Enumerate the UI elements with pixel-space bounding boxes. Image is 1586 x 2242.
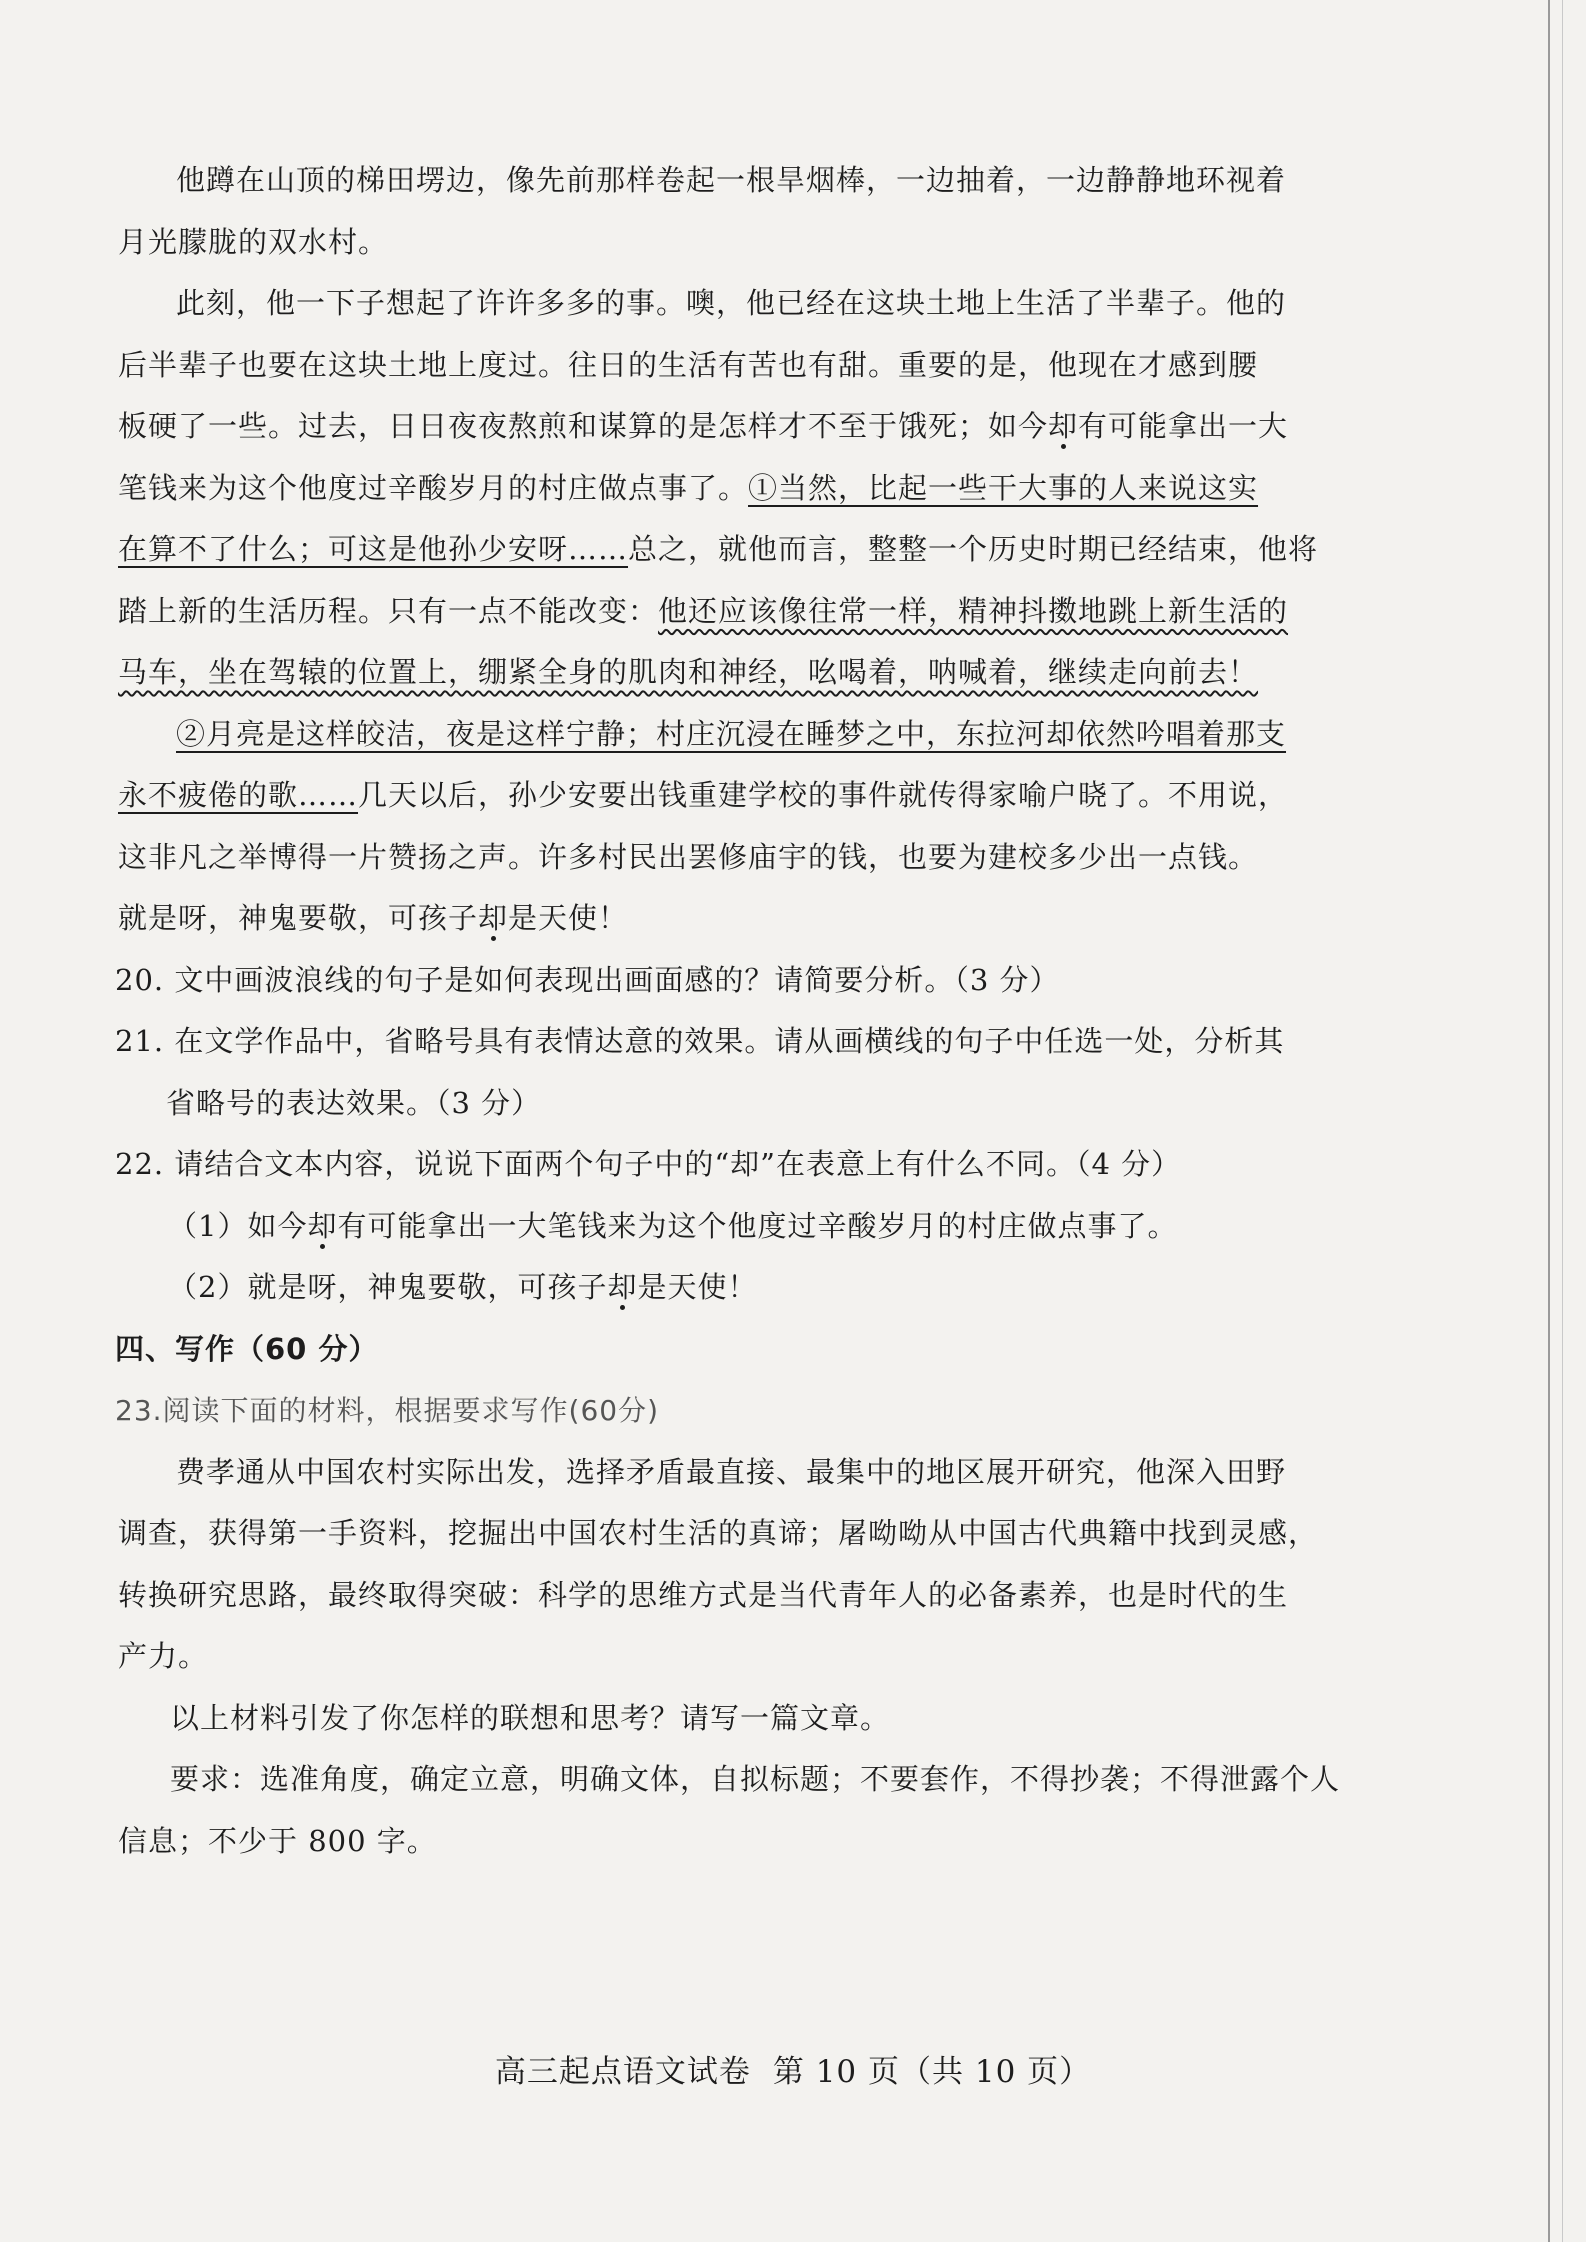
exam-name: 高三起点语文试卷 xyxy=(494,2054,751,2090)
material-line xyxy=(118,1565,1370,1627)
underlined-sentence-2: 永不疲倦的歌…… xyxy=(118,778,359,812)
question-22 xyxy=(115,1134,1370,1196)
passage-line xyxy=(118,458,1370,520)
question-text: 20. 文中画波浪线的句子是如何表现出画面感的？请简要分析。（3 分） xyxy=(115,962,1060,997)
writing-requirements xyxy=(118,1811,1370,1873)
material-line xyxy=(118,1626,1370,1688)
passage-line xyxy=(118,212,1370,274)
text: 踏上新的生活历程。只有一点不能改变： xyxy=(118,593,659,628)
text: 以上材料引发了你怎样的联想和思考？请写一篇文章。 xyxy=(170,1700,891,1735)
emphasis-char: 却 xyxy=(478,901,509,935)
question-22-sentence-1 xyxy=(118,1196,1370,1258)
section-title: 四、写作（60 分） xyxy=(115,1331,379,1366)
text: 此刻，他一下子想起了许许多多的事。噢，他已经在这块土地上生活了半辈子。他的 xyxy=(176,286,1287,320)
passage-line xyxy=(118,396,1370,458)
underlined-sentence-1: 在算不了什么；可这是他孙少安呀…… xyxy=(118,532,629,566)
passage-line xyxy=(118,704,1370,766)
material-line xyxy=(118,1442,1370,1504)
text: 后半辈子也要在这块土地上度过。往日的生活有苦也有甜。重要的是，他现在才感到腰 xyxy=(118,347,1259,382)
text: 调查，获得第一手资料，挖掘出中国农村生活的真谛；屠呦呦从中国古代典籍中找到灵感， xyxy=(118,1516,1319,1550)
page-footer xyxy=(0,2046,1586,2091)
emphasis-char: 却 xyxy=(307,1208,338,1243)
text: 要求：选准角度，确定立意，明确文体，自拟标题；不要套作，不得抄袭；不得泄露个人 xyxy=(170,1762,1341,1796)
text: 有可能拿出一大 xyxy=(1078,409,1289,443)
passage-line xyxy=(118,827,1370,889)
passage-line xyxy=(118,150,1370,212)
page-content xyxy=(115,150,1370,1872)
passage-line xyxy=(118,273,1370,335)
wavy-sentence: 他还应该像往常一样，精神抖擞地跳上新生活的 xyxy=(658,593,1289,628)
passage-line xyxy=(118,888,1370,950)
text: 是天使！ xyxy=(637,1270,758,1304)
text: 板硬了一些。过去，日日夜夜熬煎和谋算的是怎样才不至于饿死；如今 xyxy=(118,409,1049,443)
writing-prompt xyxy=(118,1688,1370,1750)
emphasis-char: 却 xyxy=(607,1270,638,1304)
question-text: 21. 在文学作品中，省略号具有表情达意的效果。请从画横线的句子中任选一处，分析其 xyxy=(115,1024,1285,1058)
emphasis-char: 却 xyxy=(1048,409,1079,443)
question-20 xyxy=(115,950,1370,1012)
text: 费孝通从中国农村实际出发，选择矛盾最直接、最集中的地区展开研究，他深入田野 xyxy=(176,1454,1287,1489)
scan-edge-line xyxy=(1548,0,1550,2242)
text: （2）就是呀，神鬼要敬，可孩子 xyxy=(168,1270,608,1304)
question-21-cont xyxy=(118,1073,1370,1135)
passage-line xyxy=(118,581,1370,643)
writing-requirements xyxy=(118,1749,1370,1811)
passage-line xyxy=(118,642,1370,704)
section-title-writing xyxy=(115,1319,1370,1381)
underlined-sentence-2: ②月亮是这样皎洁，夜是这样宁静；村庄沉浸在睡梦之中，东拉河却依然吟唱着那支 xyxy=(176,716,1287,751)
question-21 xyxy=(115,1011,1370,1073)
text: 就是呀，神鬼要敬，可孩子 xyxy=(118,901,479,935)
text: 月光朦胧的双水村。 xyxy=(118,224,389,259)
text: 他蹲在山顶的梯田塄边，像先前那样卷起一根旱烟棒，一边抽着，一边静静地环视着 xyxy=(176,163,1287,197)
text: 信息；不少于 800 字。 xyxy=(118,1823,437,1858)
question-23 xyxy=(115,1380,1370,1442)
wavy-sentence: 马车，坐在驾辕的位置上，绷紧全身的肌肉和神经，吆喝着，呐喊着，继续走向前去！ xyxy=(118,655,1259,689)
text: 是天使！ xyxy=(508,901,629,935)
text: 产力。 xyxy=(118,1639,209,1673)
question-text: 22. 请结合文本内容，说说下面两个句子中的“却”在表意上有什么不同。（4 分） xyxy=(115,1147,1182,1181)
question-text: 省略号的表达效果。（3 分） xyxy=(166,1085,542,1120)
passage-line xyxy=(118,519,1370,581)
text: 几天以后，孙少安要出钱重建学校的事件就传得家喻户晓了。不用说， xyxy=(358,778,1289,812)
underlined-sentence-1: ①当然，比起一些干大事的人来说这实 xyxy=(748,470,1259,505)
text: 有可能拿出一大笔钱来为这个他度过辛酸岁月的村庄做点事了。 xyxy=(337,1208,1178,1243)
question-22-sentence-2 xyxy=(118,1257,1370,1319)
text: （1）如今 xyxy=(168,1208,308,1243)
passage-line xyxy=(118,335,1370,397)
material-line xyxy=(118,1503,1370,1565)
text: 笔钱来为这个他度过辛酸岁月的村庄做点事了。 xyxy=(118,470,749,505)
text: 总之，就他而言，整整一个历史时期已经结束，他将 xyxy=(628,532,1319,566)
passage-line xyxy=(118,765,1370,827)
scan-edge-line-secondary xyxy=(1562,0,1563,2242)
page-number: 第 10 页（共 10 页） xyxy=(772,2054,1092,2090)
question-text: 23.阅读下面的材料，根据要求写作(60分) xyxy=(115,1394,660,1427)
text: 转换研究思路，最终取得突破：科学的思维方式是当代青年人的必备素养，也是时代的生 xyxy=(118,1577,1289,1612)
text: 这非凡之举博得一片赞扬之声。许多村民出罢修庙宇的钱，也要为建校多少出一点钱。 xyxy=(118,839,1259,874)
